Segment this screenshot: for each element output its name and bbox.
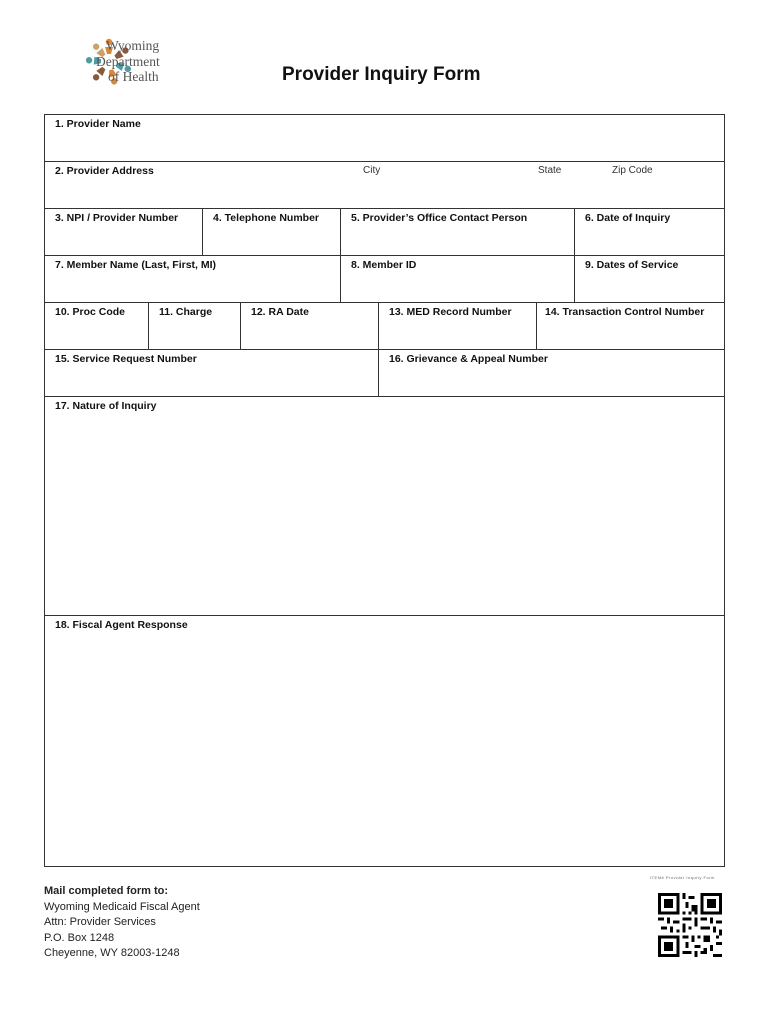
provider-name-field[interactable] [45, 115, 724, 161]
field-label: 14. Transaction Control Number [545, 306, 705, 318]
npi-field[interactable] [45, 209, 203, 255]
field-label: 12. RA Date [251, 306, 309, 318]
service-request-field[interactable] [45, 350, 379, 396]
page-title: Provider Inquiry Form [282, 64, 481, 85]
field-label: 5. Provider’s Office Contact Person [351, 212, 528, 224]
row-provider-name [45, 115, 724, 162]
provider-address-field[interactable] [45, 162, 724, 208]
row-claim [45, 303, 724, 350]
field-label: 7. Member Name (Last, First, MI) [55, 259, 217, 271]
field-label: 6. Date of Inquiry [585, 212, 671, 224]
field-label: 10. Proc Code [55, 306, 126, 318]
mailing-address [44, 884, 200, 962]
member-name-field[interactable] [45, 256, 341, 302]
field-label: 18. Fiscal Agent Response [55, 619, 188, 631]
office-contact-field[interactable] [341, 209, 575, 255]
row-npi [45, 209, 724, 256]
field-label: 4. Telephone Number [213, 212, 319, 224]
mail-line: Attn: Provider Services [44, 916, 156, 928]
org-line: Wyoming [106, 38, 160, 53]
charge-field[interactable] [149, 303, 241, 349]
org-line: Department [96, 53, 160, 69]
field-label: 3. NPI / Provider Number [55, 212, 179, 224]
ra-date-field[interactable] [241, 303, 379, 349]
city-label: City [363, 165, 381, 176]
qr-caption: ITEM# Provider Inquiry Form [650, 875, 715, 880]
row-provider-address [45, 162, 724, 209]
med-record-field[interactable] [379, 303, 537, 349]
qr-code-icon [658, 893, 722, 957]
field-label: 16. Grievance & Appeal Number [389, 353, 548, 365]
member-id-field[interactable] [341, 256, 575, 302]
row-member [45, 256, 724, 303]
telephone-field[interactable] [203, 209, 341, 255]
mail-line: P.O. Box 1248 [44, 931, 115, 944]
inquiry-form [44, 114, 725, 867]
field-label: 11. Charge [159, 306, 213, 318]
row-requests [45, 350, 724, 397]
field-label: 2. Provider Address [55, 165, 154, 177]
field-label: 1. Provider Name [55, 118, 141, 130]
row-nature [45, 397, 724, 616]
field-label: 13. MED Record Number [389, 306, 512, 318]
mail-heading: Mail completed form to: [44, 885, 169, 897]
fiscal-agent-response-field[interactable] [45, 616, 724, 866]
field-label: 15. Service Request Number [55, 353, 197, 365]
org-name [96, 38, 160, 85]
date-of-inquiry-field[interactable] [575, 209, 724, 255]
nature-of-inquiry-field[interactable] [45, 397, 724, 615]
transaction-control-field[interactable] [537, 303, 724, 349]
zip-label: Zip Code [612, 165, 653, 176]
field-label: 8. Member ID [351, 259, 417, 271]
field-label: 9. Dates of Service [585, 259, 679, 271]
field-label: 17. Nature of Inquiry [55, 400, 157, 412]
row-response [45, 616, 724, 866]
state-label: State [538, 165, 562, 176]
mail-line: Cheyenne, WY 82003-1248 [44, 947, 180, 959]
org-line: of Health [108, 69, 159, 84]
grievance-field[interactable] [379, 350, 724, 396]
dates-of-service-field[interactable] [575, 256, 724, 302]
proc-code-field[interactable] [45, 303, 149, 349]
mail-line: Wyoming Medicaid Fiscal Agent [44, 900, 200, 913]
